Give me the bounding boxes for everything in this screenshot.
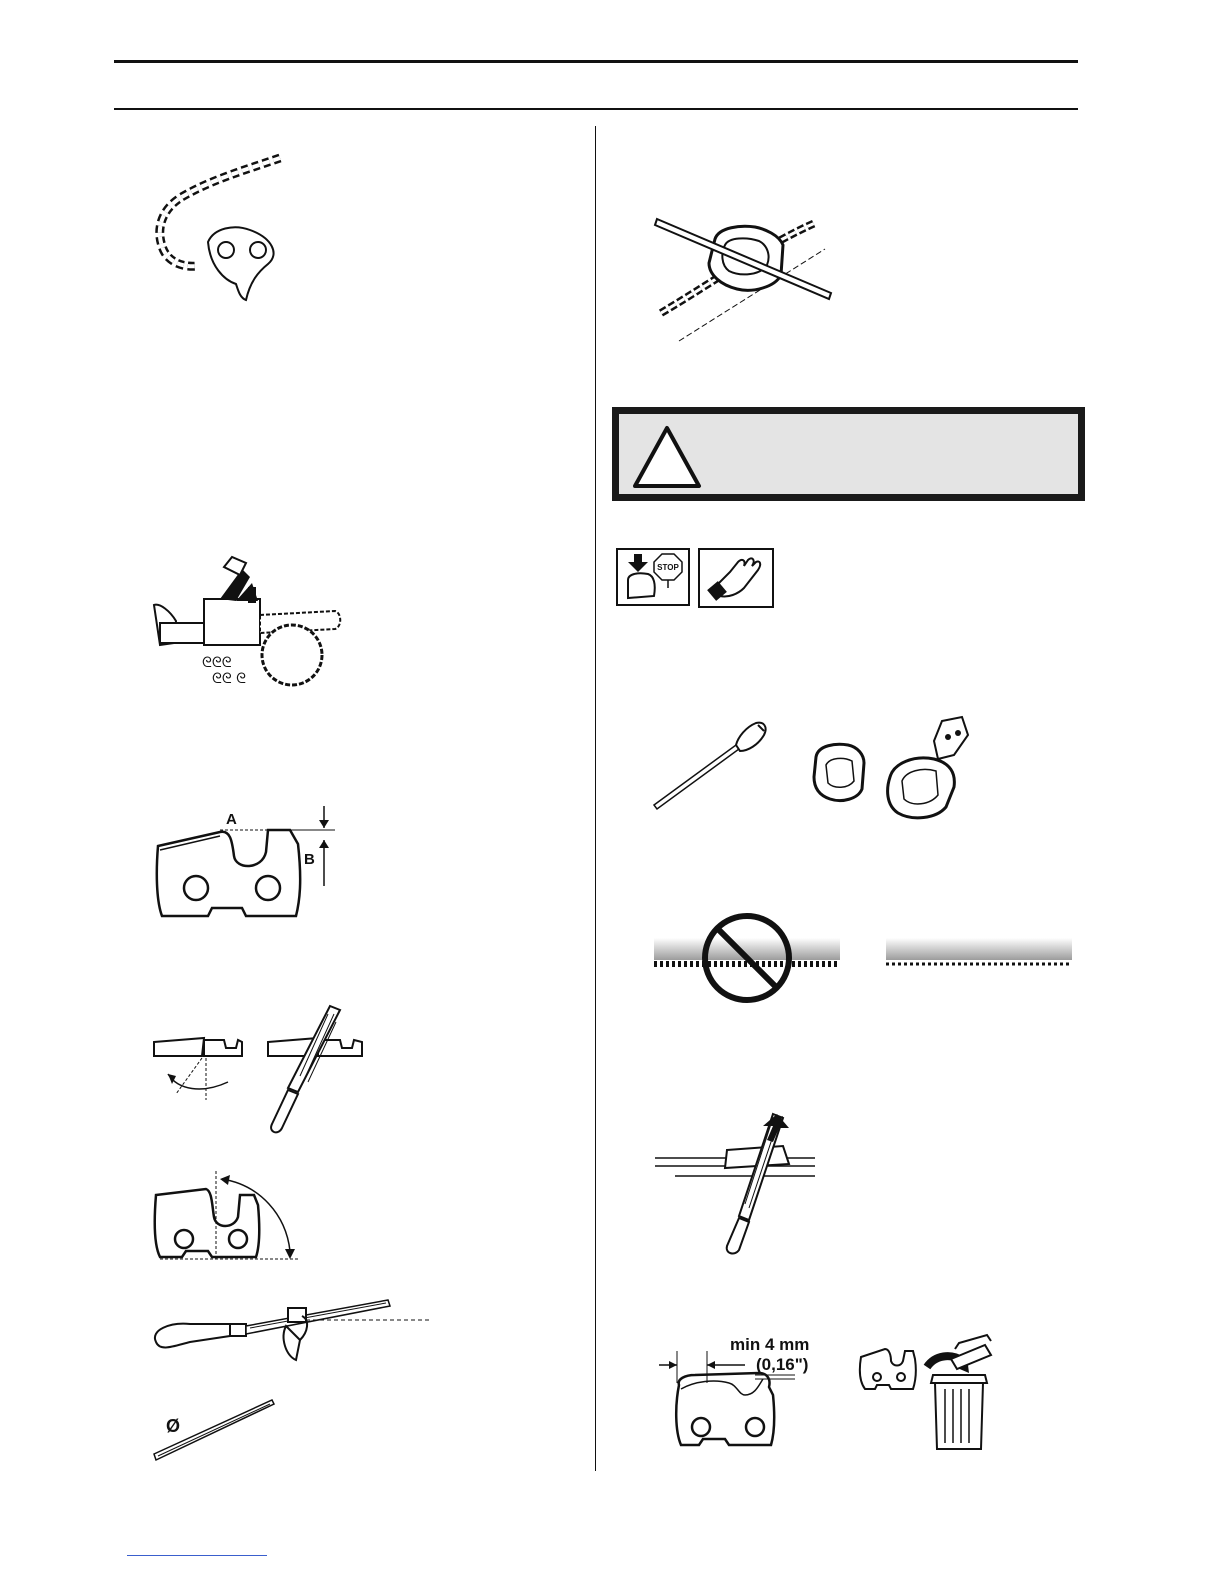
file-holder-figure — [150, 1290, 435, 1370]
column-divider — [595, 126, 596, 1471]
top-plate-angle-figure — [150, 1165, 310, 1265]
glove-pictogram — [698, 548, 774, 608]
min-length-inch-label: (0,16") — [756, 1355, 809, 1374]
filing-angle-figure — [150, 1000, 380, 1140]
stop-label: STOP — [657, 563, 679, 572]
protective-glove-icon — [700, 550, 772, 606]
svg-text:ᘓᘓ ᘓ: ᘓᘓ ᘓ — [212, 671, 247, 687]
footer-link-underline[interactable] — [127, 1555, 267, 1556]
label-a: A — [226, 811, 237, 828]
warning-box — [612, 407, 1085, 501]
chainsaw-sawdust-figure — [150, 555, 350, 705]
header-rule-top — [114, 60, 1078, 63]
discard-cutter-figure — [855, 1335, 1000, 1455]
diameter-symbol: Ø — [166, 1416, 181, 1436]
file-stroke-figure — [655, 1110, 815, 1260]
label-b: B — [304, 851, 315, 868]
svg-text:ᘓᘓᘓ: ᘓᘓᘓ — [202, 655, 232, 671]
depth-gauge-figure — [150, 800, 350, 925]
file-guide-on-chain-figure — [655, 205, 845, 345]
stop-engine-icon — [618, 550, 688, 604]
sharpening-tools-figure — [650, 715, 1030, 825]
header-rule-bottom — [114, 108, 1078, 110]
chain-and-sprocket-figure — [150, 150, 290, 310]
trash-bin-icon — [935, 1383, 983, 1449]
min-length-label: min 4 mm — [730, 1335, 810, 1354]
round-file-figure — [150, 1392, 280, 1462]
stop-engine-pictogram — [616, 548, 690, 606]
cutting-comparison-figure — [650, 910, 1075, 1010]
warning-triangle-icon — [631, 424, 703, 490]
